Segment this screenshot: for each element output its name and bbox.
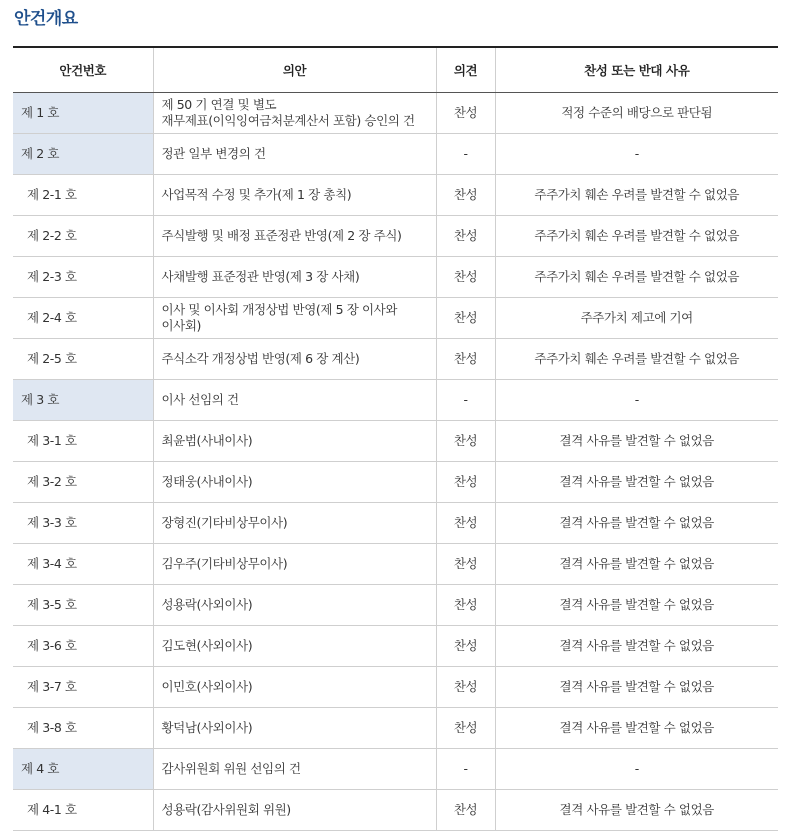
- reason: 결격 사유를 발견할 수 없었음: [495, 708, 778, 749]
- table-row: [13, 216, 778, 257]
- table-row: [13, 257, 778, 298]
- agenda-title: 사채발행 표준정관 반영(제 3 장 사채): [153, 257, 436, 298]
- reason: 결격 사유를 발견할 수 없었음: [495, 462, 778, 503]
- agenda-number: 제 2 호: [13, 134, 153, 175]
- table-row: [13, 380, 778, 421]
- agenda-table: [13, 46, 778, 831]
- opinion: -: [436, 134, 495, 175]
- table-row: [13, 462, 778, 503]
- agenda-number: 제 3-1 호: [13, 421, 153, 462]
- agenda-number: 제 3 호: [13, 380, 153, 421]
- opinion: 찬성: [436, 790, 495, 831]
- agenda-number: 제 3-3 호: [13, 503, 153, 544]
- opinion: 찬성: [436, 544, 495, 585]
- opinion: -: [436, 749, 495, 790]
- opinion: 찬성: [436, 421, 495, 462]
- agenda-title: [153, 93, 436, 134]
- agenda-number: 제 2-5 호: [13, 339, 153, 380]
- agenda-title-line: 재무제표(이익잉여금처분계산서 포함) 승인의 건: [161, 113, 415, 128]
- agenda-title: 사업목적 수정 및 추가(제 1 장 총칙): [153, 175, 436, 216]
- agenda-number: 제 1 호: [13, 93, 153, 134]
- agenda-title: 성용락(감사위원회 위원): [153, 790, 436, 831]
- agenda-title: 주식발행 및 배정 표준정관 반영(제 2 장 주식): [153, 216, 436, 257]
- agenda-title: 주식소각 개정상법 반영(제 6 장 계산): [153, 339, 436, 380]
- agenda-title-line: 제 50 기 연결 및 별도: [161, 97, 277, 112]
- agenda-number: 제 3-2 호: [13, 462, 153, 503]
- reason: 주주가치 훼손 우려를 발견할 수 없었음: [495, 257, 778, 298]
- agenda-title: 황덕남(사외이사): [153, 708, 436, 749]
- table-header-row: [13, 47, 778, 93]
- reason: 주주가치 훼손 우려를 발견할 수 없었음: [495, 216, 778, 257]
- reason: 결격 사유를 발견할 수 없었음: [495, 421, 778, 462]
- agenda-title: 감사위원회 위원 선임의 건: [153, 749, 436, 790]
- agenda-number: 제 3-8 호: [13, 708, 153, 749]
- agenda-title: [153, 298, 436, 339]
- table-row: [13, 626, 778, 667]
- opinion: 찬성: [436, 626, 495, 667]
- agenda-title: 성용락(사외이사): [153, 585, 436, 626]
- header-agenda-number: 안건번호: [13, 47, 153, 93]
- opinion: 찬성: [436, 339, 495, 380]
- agenda-number: 제 2-1 호: [13, 175, 153, 216]
- agenda-title: 김우주(기타비상무이사): [153, 544, 436, 585]
- agenda-number: 제 2-4 호: [13, 298, 153, 339]
- agenda-title-line: 이사회): [161, 318, 202, 333]
- agenda-number: 제 3-6 호: [13, 626, 153, 667]
- section-title: 안건개요: [14, 9, 78, 29]
- opinion: 찬성: [436, 708, 495, 749]
- table-row: [13, 298, 778, 339]
- agenda-title: 이민호(사외이사): [153, 667, 436, 708]
- reason: 적정 수준의 배당으로 판단됨: [495, 93, 778, 134]
- agenda-number: 제 3-7 호: [13, 667, 153, 708]
- opinion: 찬성: [436, 298, 495, 339]
- reason: 주주가치 훼손 우려를 발견할 수 없었음: [495, 175, 778, 216]
- agenda-number: 제 2-3 호: [13, 257, 153, 298]
- reason: 결격 사유를 발견할 수 없었음: [495, 626, 778, 667]
- header-agenda: 의안: [153, 47, 436, 93]
- reason: -: [495, 749, 778, 790]
- reason: -: [495, 134, 778, 175]
- agenda-number: 제 4 호: [13, 749, 153, 790]
- table-row: [13, 790, 778, 831]
- reason: -: [495, 380, 778, 421]
- opinion: 찬성: [436, 462, 495, 503]
- agenda-title: 이사 선임의 건: [153, 380, 436, 421]
- agenda-title: 정관 일부 변경의 건: [153, 134, 436, 175]
- table-row: [13, 503, 778, 544]
- agenda-title-line: 이사 및 이사회 개정상법 반영(제 5 장 이사와: [161, 302, 398, 317]
- opinion: -: [436, 380, 495, 421]
- reason: 결격 사유를 발견할 수 없었음: [495, 790, 778, 831]
- opinion: 찬성: [436, 257, 495, 298]
- opinion: 찬성: [436, 585, 495, 626]
- reason: 주주가치 훼손 우려를 발견할 수 없었음: [495, 339, 778, 380]
- table-row: [13, 339, 778, 380]
- table-row: [13, 175, 778, 216]
- table-row: [13, 667, 778, 708]
- reason: 결격 사유를 발견할 수 없었음: [495, 585, 778, 626]
- table-row: [13, 749, 778, 790]
- opinion: 찬성: [436, 667, 495, 708]
- reason: 주주가치 제고에 기여: [495, 298, 778, 339]
- table-row: [13, 585, 778, 626]
- agenda-number: 제 2-2 호: [13, 216, 153, 257]
- opinion: 찬성: [436, 503, 495, 544]
- table-row: [13, 544, 778, 585]
- reason: 결격 사유를 발견할 수 없었음: [495, 544, 778, 585]
- opinion: 찬성: [436, 93, 495, 134]
- table-row: [13, 93, 778, 134]
- agenda-title: 장형진(기타비상무이사): [153, 503, 436, 544]
- agenda-number: 제 4-1 호: [13, 790, 153, 831]
- table-row: [13, 421, 778, 462]
- opinion: 찬성: [436, 175, 495, 216]
- header-reason: 찬성 또는 반대 사유: [495, 47, 778, 93]
- table-row: [13, 134, 778, 175]
- header-opinion: 의견: [436, 47, 495, 93]
- table-row: [13, 708, 778, 749]
- agenda-number: 제 3-5 호: [13, 585, 153, 626]
- reason: 결격 사유를 발견할 수 없었음: [495, 667, 778, 708]
- agenda-title: 최윤범(사내이사): [153, 421, 436, 462]
- agenda-title: 정태웅(사내이사): [153, 462, 436, 503]
- agenda-number: 제 3-4 호: [13, 544, 153, 585]
- opinion: 찬성: [436, 216, 495, 257]
- reason: 결격 사유를 발견할 수 없었음: [495, 503, 778, 544]
- agenda-title: 김도현(사외이사): [153, 626, 436, 667]
